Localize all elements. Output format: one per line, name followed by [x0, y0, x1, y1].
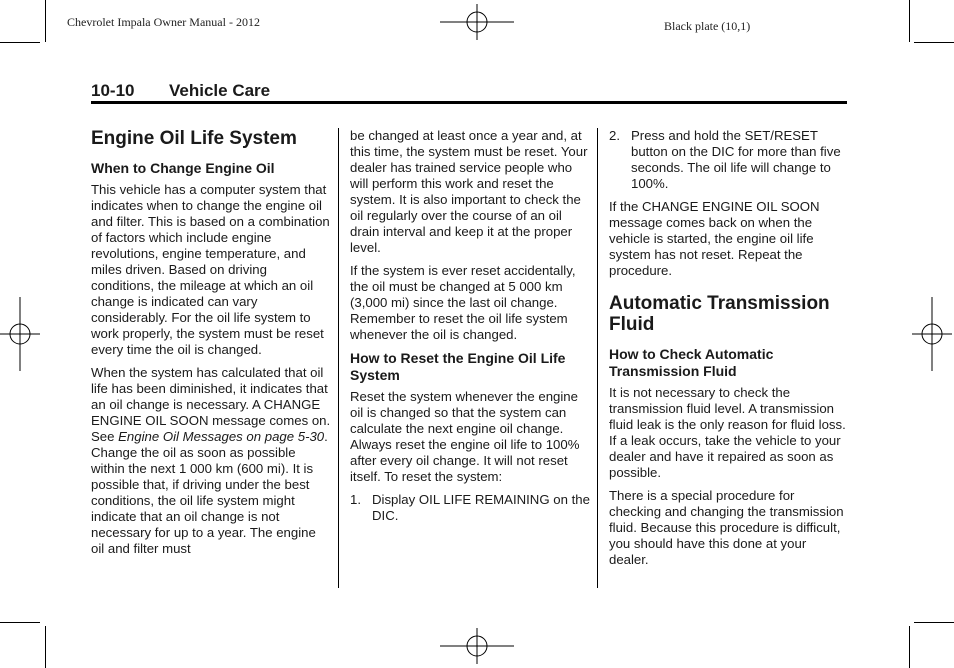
- crop-mark: [909, 626, 910, 668]
- text-run: . Change the oil as soon as possible within the next 1 000 km (600 mi). It is possible that, if driving under the best conditions, the oil life system might indicate that an oil change is not necessary for up to a year. The engine oil and filter must: [91, 429, 328, 556]
- list-text: Display OIL LIFE REMAINING on the DIC.: [372, 492, 590, 523]
- registration-mark-icon: [0, 297, 40, 371]
- subheading-reset-oil-life: How to Reset the Engine Oil Life System: [350, 350, 566, 383]
- crop-mark: [0, 42, 40, 43]
- paragraph: This vehicle has a computer system that indicates when to change the engine oil and filter. This is based on a combination of factors which include engine revolutions, engine temperature, and miles driven. Based on driving conditions, the mileage at which an oil change is indicated can vary considerably. For the oil life system to work properly, the system must be reset every time the oil is changed.: [91, 182, 330, 357]
- column-2: [350, 128, 590, 531]
- paragraph: It is not necessary to check the transmission fluid level. A transmission fluid leak is the only reason for fluid loss. If a leak occurs, take the vehicle to your dealer and have it repaired as soon as possible.: [609, 385, 846, 480]
- paragraph: Reset the system whenever the engine oil is changed so that the system can calculate the next engine oil change. Always reset the engine oil life to 100% after every oil change. It will not reset itself. To reset the system:: [350, 389, 580, 484]
- column-divider: [597, 128, 598, 588]
- cross-reference: Engine Oil Messages on page 5-30: [118, 429, 325, 444]
- crop-mark: [45, 626, 46, 668]
- registration-mark-icon: [912, 297, 952, 371]
- paragraph: If the CHANGE ENGINE OIL SOON message comes back on when the vehicle is started, the engine oil life system has not reset. Repeat the procedure.: [609, 199, 820, 278]
- heading-automatic-transmission-fluid: Automatic Transmission Fluid: [609, 293, 830, 335]
- list-text: Press and hold the SET/RESET button on the DIC for more than five seconds. The oil life will change to 100%.: [631, 128, 841, 191]
- section-title: Vehicle Care: [169, 81, 271, 100]
- subheading-check-transmission-fluid: How to Check Automatic Transmission Fluid: [609, 346, 774, 379]
- paragraph: If the system is ever reset accidentally, the oil must be changed at 5 000 km (3,000 mi) since the last oil change. Remember to reset the oil life system whenever the oil is changed.: [350, 263, 576, 342]
- text-run: When the system has calculated that oil life has been diminished, it indicates that an oil change is necessary. A CHANGE ENGINE OIL SOON message comes on. See: [91, 365, 331, 444]
- crop-mark: [0, 622, 40, 623]
- page-number: 10-10: [91, 81, 135, 100]
- paragraph: There is a special procedure for checking and changing the transmission fluid. Because this procedure is difficult, you should have this done at your dealer.: [609, 488, 844, 567]
- list-item: [350, 492, 590, 524]
- list-number: 2.: [609, 128, 620, 143]
- crop-mark: [914, 622, 954, 623]
- list-number: 1.: [350, 492, 361, 507]
- paragraph: [91, 365, 331, 557]
- paragraph: be changed at least once a year and, at this time, the system must be reset. Your dealer has trained service people who will perform this work and reset the system. It is also important to check the oil regularly over the course of an oil drain interval and keep it at the proper level.: [350, 128, 588, 255]
- column-1: [91, 128, 331, 564]
- subheading-when-to-change: When to Change Engine Oil: [91, 160, 275, 176]
- section-heading: [91, 81, 270, 101]
- column-3: [609, 128, 849, 575]
- crop-mark: [914, 42, 954, 43]
- registration-mark-icon: [440, 4, 514, 40]
- column-divider: [338, 128, 339, 588]
- header-rule: [91, 101, 847, 104]
- manual-title: Chevrolet Impala Owner Manual - 2012: [67, 15, 260, 29]
- plate-label: Black plate (10,1): [664, 19, 751, 33]
- crop-mark: [45, 0, 46, 42]
- crop-mark: [909, 0, 910, 42]
- heading-engine-oil-life: Engine Oil Life System: [91, 128, 297, 149]
- list-item: [609, 128, 849, 192]
- registration-mark-icon: [440, 628, 514, 664]
